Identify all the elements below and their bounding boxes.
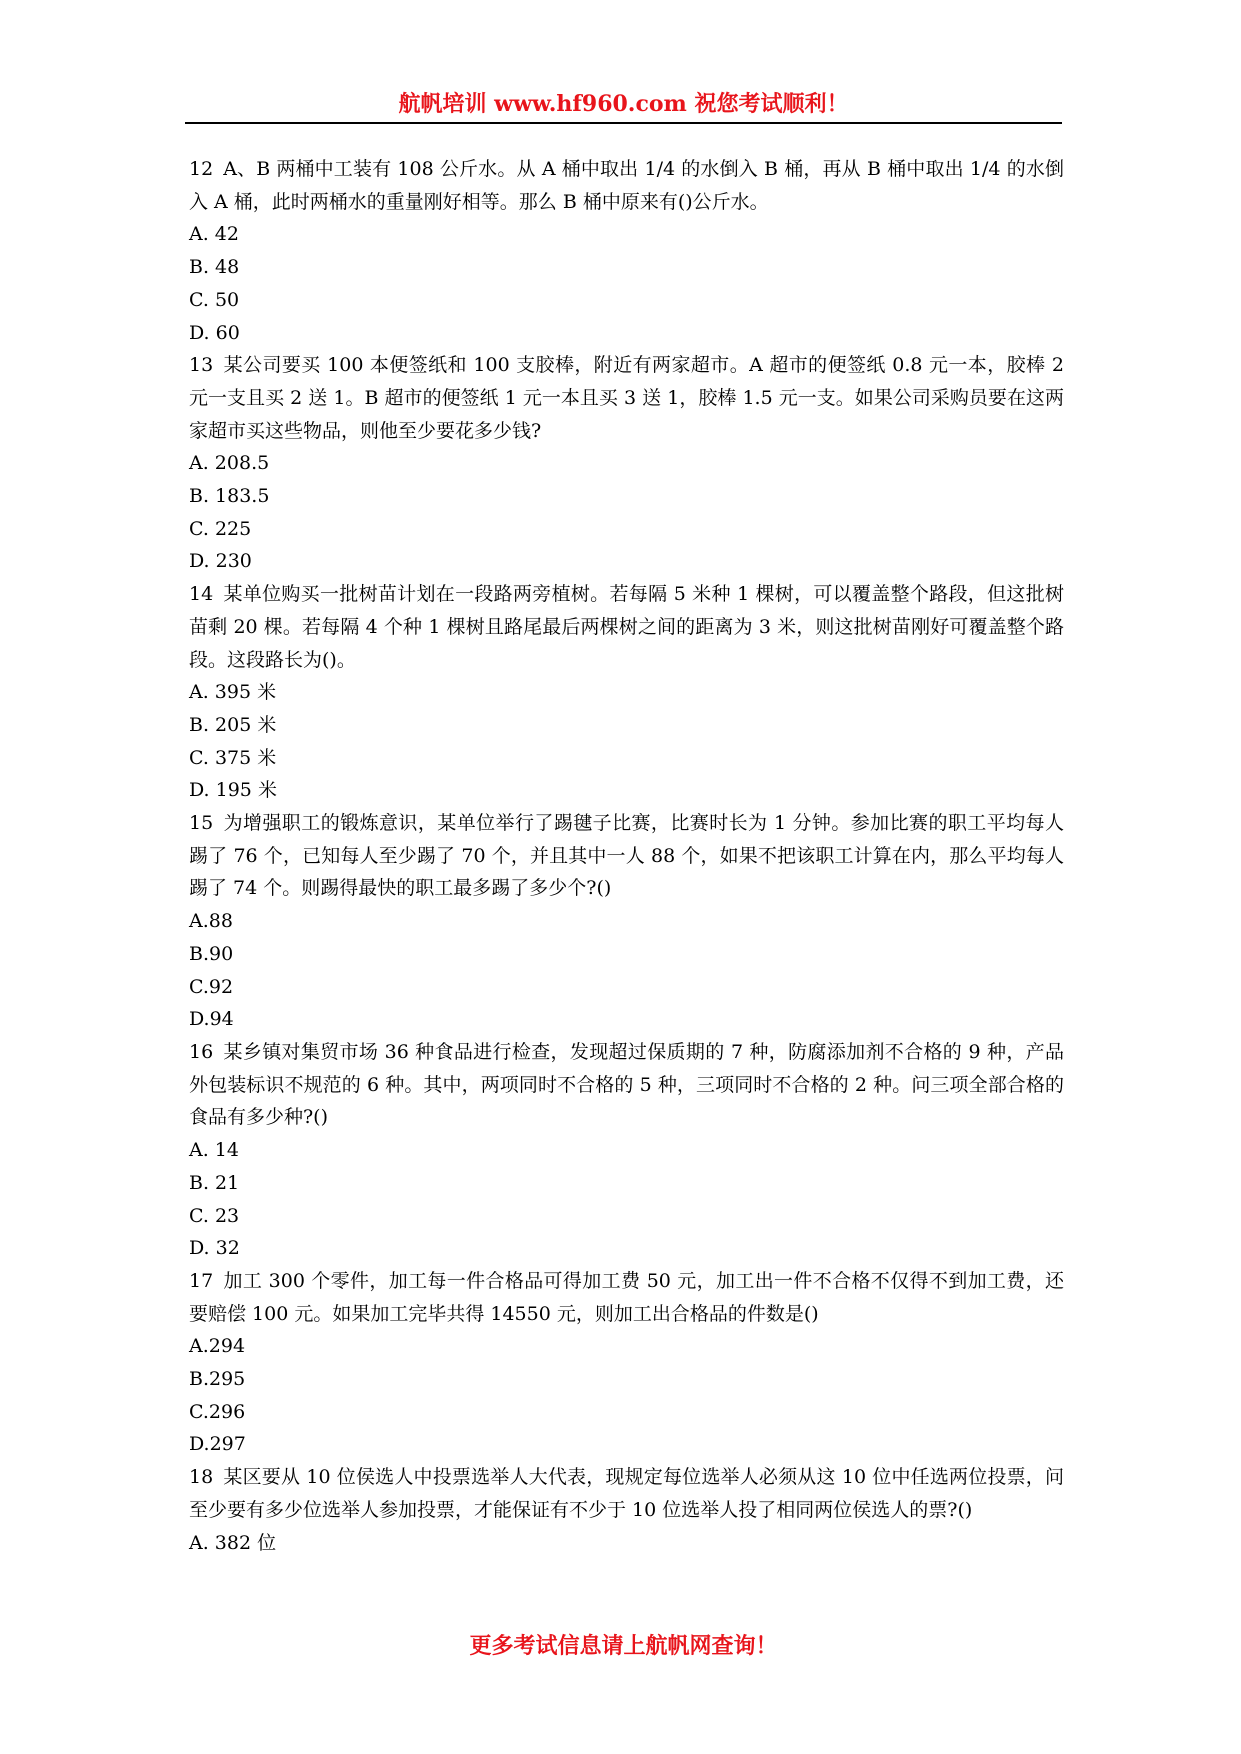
option-c: C. 50: [189, 288, 240, 311]
question-number: 15: [189, 812, 214, 835]
question-number: 16: [189, 1040, 214, 1063]
option-b: B. 48: [189, 256, 240, 279]
option-c: C. 23: [189, 1204, 240, 1227]
option-d: D. 32: [189, 1237, 240, 1260]
page-footer: 更多考试信息请上航帆网查询！: [469, 1633, 778, 1659]
option-a: A. 42: [189, 223, 239, 246]
option-a: A. 208.5: [189, 452, 270, 475]
question-number: 14: [189, 583, 214, 606]
question-12: [189, 153, 1064, 349]
option-b: B.295: [189, 1368, 246, 1391]
option-b: B.90: [189, 942, 234, 965]
option-a: A.88: [189, 910, 233, 933]
option-c: C. 375 米: [189, 746, 277, 769]
question-14: [189, 578, 1064, 807]
question-body: 某公司要买 100 本便签纸和 100 支胶棒，附近有两家超市。A 超市的便签纸 0.8 元一本，胶棒 2 元一支且买 2 送 1。B 超市的便签纸 1 元一本且买 3 送 1，胶棒 1.5 元一支。如果公司采购员要在这两家超市买这些物品，则他至少要花多少钱?: [189, 354, 1064, 442]
option-d: D.297: [189, 1433, 246, 1456]
question-body: 某乡镇对集贸市场 36 种食品进行检查，发现超过保质期的 7 种，防腐添加剂不合格的 9 种，产品外包装标识不规范的 6 种。其中，两项同时不合格的 5 种，三项同时不合格的 2 种。问三项全部合格的食品有多少种?(): [189, 1040, 1064, 1129]
option-c: C.92: [189, 975, 234, 998]
question-number: 18: [189, 1466, 214, 1489]
option-d: D.94: [189, 1008, 234, 1031]
option-b: B. 205 米: [189, 713, 277, 736]
option-c: C. 225: [189, 517, 252, 540]
question-15: [189, 807, 1064, 1036]
option-b: B. 183.5: [189, 485, 270, 508]
question-number: 13: [189, 354, 214, 377]
question-body: A、B 两桶中工装有 108 公斤水。从 A 桶中取出 1/4 的水倒入 B 桶，再从 B 桶中取出 1/4 的水倒入 A 桶，此时两桶水的重量刚好相等。那么 B 桶中原来有()公斤水。: [189, 158, 1064, 213]
question-text: [189, 1265, 1064, 1330]
question-text: [189, 1036, 1064, 1134]
option-d: D. 195 米: [189, 779, 277, 802]
option-a: A. 382 位: [189, 1531, 277, 1554]
option-c: C.296: [189, 1400, 246, 1423]
question-text: [189, 807, 1064, 905]
question-13: [189, 349, 1064, 578]
question-list: [189, 153, 1064, 1559]
question-number: 17: [189, 1269, 214, 1292]
option-a: A. 395 米: [189, 681, 277, 704]
question-body: 某区要从 10 位侯选人中投票选举人大代表，现规定每位选举人必须从这 10 位中任选两位投票，问至少要有多少位选举人参加投票，才能保证有不少于 10 位选举人投了相同两位侯选人的票?(): [189, 1466, 1064, 1521]
question-16: [189, 1036, 1064, 1265]
header-divider: [185, 122, 1062, 124]
question-text: [189, 349, 1064, 447]
question-text: [189, 1461, 1064, 1526]
question-body: 为增强职工的锻炼意识，某单位举行了踢毽子比赛，比赛时长为 1 分钟。参加比赛的职工平均每人踢了 76 个，已知每人至少踢了 70 个，并且其中一人 88 个，如果不把该职工计算在内，那么平均每人踢了 74 个。则踢得最快的职工最多踢了多少个?(): [189, 812, 1064, 900]
question-body: 加工 300 个零件，加工每一件合格品可得加工费 50 元，加工出一件不合格不仅得不到加工费，还要赔偿 100 元。如果加工完毕共得 14550 元，则加工出合格品的件数是(): [189, 1269, 1064, 1325]
question-17: [189, 1265, 1064, 1461]
question-18: [189, 1461, 1064, 1559]
option-d: D. 60: [189, 321, 240, 344]
question-number: 12: [189, 158, 214, 180]
page-header: 航帆培训 www.hf960.com 祝您考试顺利！: [398, 91, 849, 117]
question-text: [189, 578, 1064, 676]
option-d: D. 230: [189, 550, 252, 573]
option-b: B. 21: [189, 1171, 240, 1194]
question-text: [189, 153, 1064, 218]
option-a: A.294: [189, 1335, 246, 1358]
question-body: 某单位购买一批树苗计划在一段路两旁植树。若每隔 5 米种 1 棵树，可以覆盖整个路段，但这批树苗剩 20 棵。若每隔 4 个种 1 棵树且路尾最后两棵树之间的距离为 3 米，则这批树苗刚好可覆盖整个路段。这段路长为()。: [189, 583, 1064, 671]
option-a: A. 14: [189, 1139, 239, 1162]
